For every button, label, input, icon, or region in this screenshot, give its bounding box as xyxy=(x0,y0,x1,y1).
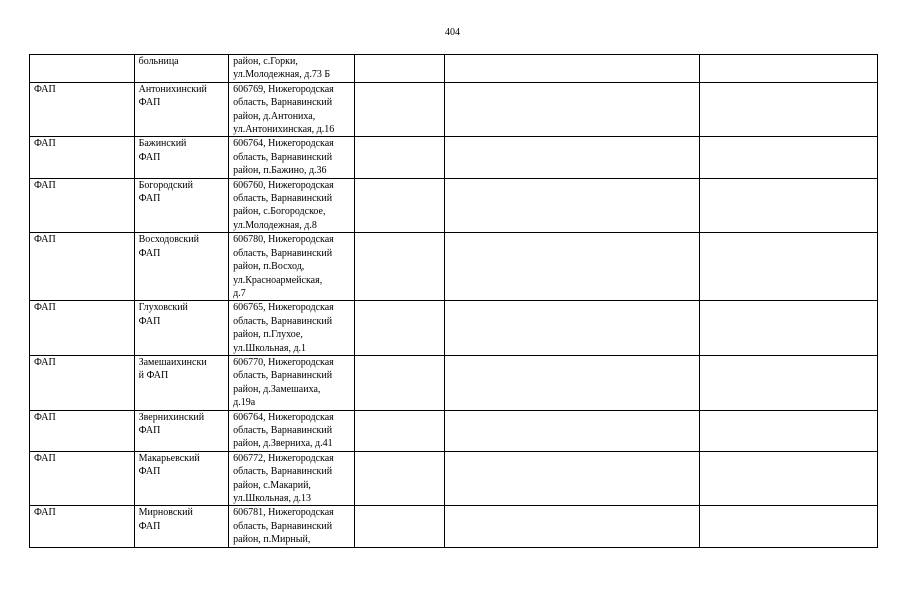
address-line: 606770, Нижегородская xyxy=(233,356,334,368)
cell-empty-c5 xyxy=(445,451,700,506)
cell-facility-name xyxy=(134,55,229,83)
table-row xyxy=(30,506,878,547)
cell-address xyxy=(229,233,355,301)
cell-address xyxy=(229,137,355,178)
cell-empty-c4 xyxy=(354,355,445,410)
address-line: ул.Молодежная, д.8 xyxy=(233,219,317,231)
table-row xyxy=(30,355,878,410)
facility-name-line: Бажинский xyxy=(138,138,187,150)
address-line: д.7 xyxy=(233,287,246,299)
cell-facility-name xyxy=(134,137,229,178)
table-row xyxy=(30,451,878,506)
cell-facility-type: ФАП xyxy=(30,506,135,547)
address-line: район, с.Богородское, xyxy=(233,206,326,218)
address-line: область, Варнавинский xyxy=(233,520,333,532)
address-line: область, Варнавинский xyxy=(233,193,333,205)
cell-facility-type: ФАП xyxy=(30,137,135,178)
address-line: 606760, Нижегородская xyxy=(233,179,334,191)
facility-name-line: й ФАП xyxy=(138,370,169,382)
cell-empty-c5 xyxy=(445,55,700,83)
address-line: ул.Красноармейская, xyxy=(233,274,323,286)
cell-address xyxy=(229,301,355,356)
cell-address xyxy=(229,55,355,83)
table-body xyxy=(30,55,878,548)
table-row xyxy=(30,55,878,83)
address-line: область, Варнавинский xyxy=(233,315,333,327)
cell-empty-c5 xyxy=(445,410,700,451)
cell-empty-c6 xyxy=(699,410,877,451)
cell-facility-name xyxy=(134,410,229,451)
address-line: ул.Школьная, д.13 xyxy=(233,493,312,504)
address-line: район, с.Макарий, xyxy=(233,479,311,491)
facility-name-line: Замешаихински xyxy=(138,356,207,368)
cell-empty-c6 xyxy=(699,301,877,356)
facility-name-line: Богородский xyxy=(138,179,194,191)
address-line: 606764, Нижегородская xyxy=(233,411,334,423)
facility-name-line: Звернихинский xyxy=(138,411,205,423)
address-line: 606772, Нижегородская xyxy=(233,452,334,464)
cell-address xyxy=(229,355,355,410)
cell-facility-type: ФАП xyxy=(30,301,135,356)
address-line: ул.Школьная, д.1 xyxy=(233,342,307,354)
facility-name-line: ФАП xyxy=(138,247,161,259)
cell-empty-c6 xyxy=(699,355,877,410)
facility-name-line: ФАП xyxy=(138,193,161,205)
cell-address xyxy=(229,82,355,137)
cell-facility-type: ФАП xyxy=(30,82,135,137)
address-line: область, Варнавинский xyxy=(233,151,333,163)
cell-facility-type: ФАП xyxy=(30,178,135,233)
cell-empty-c5 xyxy=(445,137,700,178)
cell-empty-c4 xyxy=(354,233,445,301)
table-row xyxy=(30,301,878,356)
address-line: район, д.Антониха, xyxy=(233,110,316,122)
cell-empty-c5 xyxy=(445,178,700,233)
cell-facility-type: ФАП xyxy=(30,355,135,410)
address-line: 606764, Нижегородская xyxy=(233,138,334,150)
facility-name-line: Восходовский xyxy=(138,234,199,246)
cell-address xyxy=(229,410,355,451)
cell-facility-name xyxy=(134,301,229,356)
address-line: ул.Молодежная, д.73 Б xyxy=(233,69,331,81)
cell-empty-c4 xyxy=(354,410,445,451)
cell-empty-c6 xyxy=(699,178,877,233)
cell-empty-c4 xyxy=(354,178,445,233)
address-line: 606769, Нижегородская xyxy=(233,83,334,95)
cell-facility-name xyxy=(134,355,229,410)
facility-name-line: ФАП xyxy=(138,466,161,478)
cell-facility-name xyxy=(134,451,229,506)
cell-empty-c6 xyxy=(699,82,877,137)
cell-facility-name xyxy=(134,233,229,301)
cell-facility-type: ФАП xyxy=(30,451,135,506)
facility-name-line: ФАП xyxy=(138,520,161,532)
address-line: район, п.Бажино, д.36 xyxy=(233,165,327,177)
address-line: область, Варнавинский xyxy=(233,97,333,109)
address-line: район, д.Зверниха, д.41 xyxy=(233,438,333,450)
address-line: область, Варнавинский xyxy=(233,466,333,478)
cell-empty-c6 xyxy=(699,137,877,178)
cell-facility-name xyxy=(134,506,229,547)
cell-address xyxy=(229,451,355,506)
address-line: область, Варнавинский xyxy=(233,247,333,259)
cell-empty-c6 xyxy=(699,506,877,547)
cell-empty-c5 xyxy=(445,506,700,547)
cell-address xyxy=(229,178,355,233)
cell-facility-name xyxy=(134,178,229,233)
cell-empty-c4 xyxy=(354,506,445,547)
facilities-table xyxy=(29,54,878,548)
address-line: 606765, Нижегородская xyxy=(233,302,334,314)
facility-name-line: Мирновский xyxy=(138,507,193,519)
address-line: район, д.Замешаиха, xyxy=(233,383,321,395)
address-line: 606781, Нижегородская xyxy=(233,507,334,519)
cell-empty-c5 xyxy=(445,233,700,301)
table-row xyxy=(30,410,878,451)
table-row xyxy=(30,82,878,137)
address-line: район, п.Восход, xyxy=(233,261,305,273)
cell-address xyxy=(229,506,355,547)
address-line: ул.Антонихинская, д.16 xyxy=(233,124,335,136)
facility-name-line: больница xyxy=(138,56,179,67)
address-line: д.19а xyxy=(233,397,256,409)
address-line: область, Варнавинский xyxy=(233,424,333,436)
cell-empty-c4 xyxy=(354,301,445,356)
cell-empty-c4 xyxy=(354,55,445,83)
cell-facility-type: ФАП xyxy=(30,233,135,301)
address-line: район, п.Глухое, xyxy=(233,329,303,341)
cell-empty-c5 xyxy=(445,355,700,410)
cell-empty-c6 xyxy=(699,233,877,301)
cell-empty-c4 xyxy=(354,82,445,137)
address-line: область, Варнавинский xyxy=(233,370,333,382)
address-line: 606780, Нижегородская xyxy=(233,234,334,246)
cell-facility-name xyxy=(134,82,229,137)
table-row xyxy=(30,178,878,233)
cell-empty-c5 xyxy=(445,301,700,356)
facility-name-line: ФАП xyxy=(138,151,161,163)
cell-empty-c5 xyxy=(445,82,700,137)
facility-name-line: ФАП xyxy=(138,315,161,327)
cell-empty-c4 xyxy=(354,451,445,506)
table-row xyxy=(30,137,878,178)
facility-name-line: ФАП xyxy=(138,424,161,436)
cell-empty-c6 xyxy=(699,451,877,506)
facility-name-line: ФАП xyxy=(138,97,161,109)
facility-name-line: Макарьевский xyxy=(138,452,200,464)
table-row xyxy=(30,233,878,301)
cell-empty-c4 xyxy=(354,137,445,178)
address-line: район, п.Мирный, xyxy=(233,534,311,546)
facility-name-line: Глуховский xyxy=(138,302,188,314)
cell-empty-c6 xyxy=(699,55,877,83)
cell-facility-type: ФАП xyxy=(30,410,135,451)
address-line: район, с.Горки, xyxy=(233,56,298,67)
facility-name-line: Антонихинский xyxy=(138,83,207,95)
cell-facility-type xyxy=(30,55,135,83)
page-number: 404 xyxy=(445,27,460,38)
